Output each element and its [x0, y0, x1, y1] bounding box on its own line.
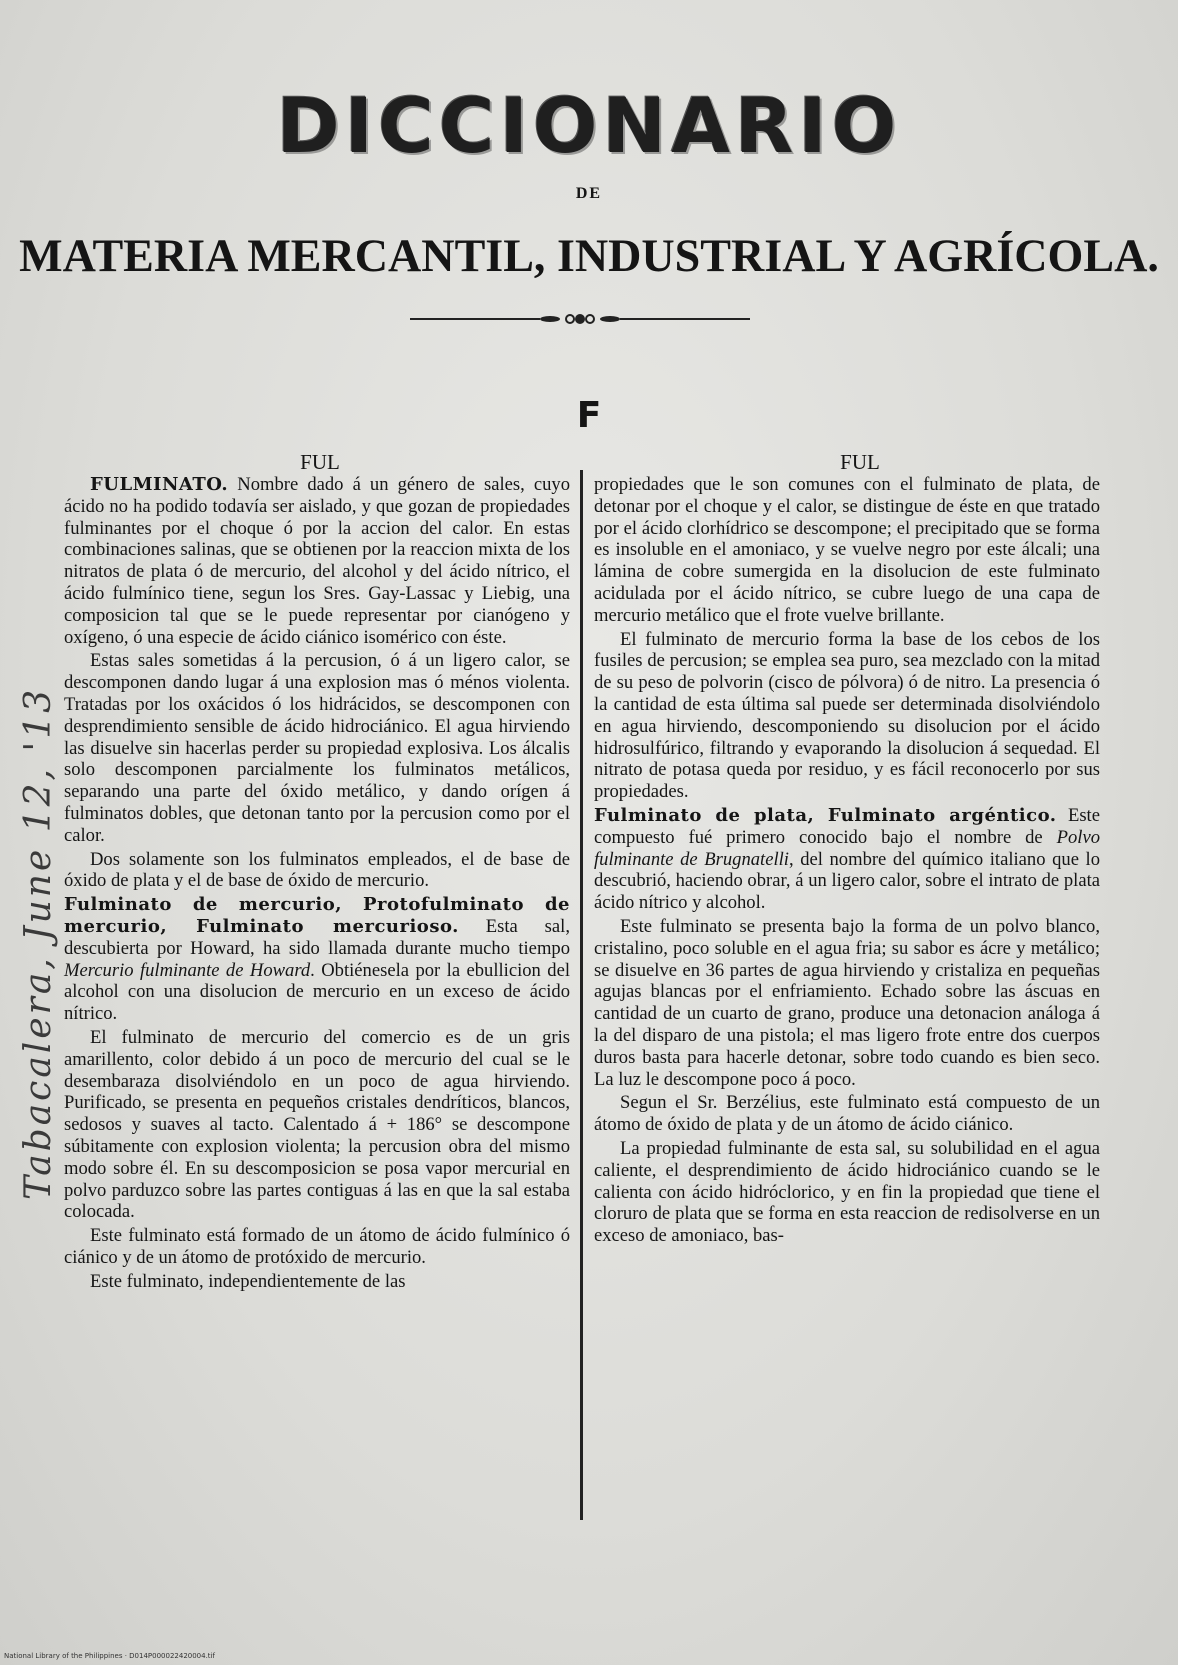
- paragraph: El fulminato de mercurio forma la base de los cebos de los fusiles de percusion; se emplea sea puro, sea mezclado con la mitad de su peso de polvorin (cisco de pólvora) ó de nitro. La presencia ó la cantidad de esta última sal puede ser determinada disolviéndolo en agua hirviendo, descomponiendo su disolucion por el ácido hidrosulfúrico, filtrando y evaporando la disolucion á sequedad. El nitrato de potasa queda por residuo, y es fácil reconocerlo por sus propiedades.: [594, 628, 1100, 803]
- italic-term: Mercurio fulminante de Howard: [64, 959, 311, 981]
- paragraph: Este fulminato, independientemente de las: [90, 1270, 406, 1292]
- entry-text: Este compuesto fué primero conocido bajo el nombre de: [594, 804, 1100, 848]
- left-column: [64, 474, 570, 1292]
- paragraph: La propiedad fulminante de esta sal, su solubilidad en el agua caliente, el desprendimiento de ácido hidrociánico cuando se le calienta con ácido hidróclorico, y en fin la propiedad que tiene el cloruro de plata que se forma en esta reaccion de redisolverse en un exceso de amoniaco, bas-: [594, 1137, 1100, 1247]
- paragraph: Estas sales sometidas á la percusion, ó á un ligero calor, se descomponen dando lugar á una explosion mas ó ménos violenta. Tratadas por los oxácidos ó los hidrácidos, se descomponen con desprendimiento sensible de ácido hidrociánico. El agua hirviendo las disuelve sin hacerlas perder su propiedad explosiva. Los álcalis solo descomponen parcialmente los fulminatos metálicos, separando una parte del óxido metálico, y dando orígen á fulminatos dobles, que detonan tanto por la percusion como por el calor.: [64, 650, 570, 846]
- entry-headword: Fulminato de mercurio, Protofulminato de mercurio, Fulminato mercurioso.: [64, 894, 570, 937]
- right-column: [594, 474, 1100, 1247]
- italic-term: Polvo fulminante de Brugnatelli: [594, 826, 1100, 870]
- dictionary-title: DICCIONARIO: [276, 81, 902, 170]
- running-head-right: FUL: [840, 450, 880, 474]
- dictionary-subtitle: MATERIA MERCANTIL, INDUSTRIAL Y AGRÍCOLA.: [19, 230, 1159, 282]
- paragraph: Dos solamente son los fulminatos empleados, el de base de óxido de plata y el de base de óxido de mercurio.: [64, 848, 570, 892]
- paragraph: Este fulminato está formado de un átomo de ácido fulmínico ó ciánico y de un átomo de protóxido de mercurio.: [64, 1225, 570, 1268]
- scan-credit: National Library of the Philippines · D014P000022420004.tif: [4, 1652, 215, 1660]
- ornament-divider-icon: [410, 312, 750, 326]
- title-connector: DE: [575, 185, 603, 202]
- section-letter: F: [576, 395, 602, 436]
- entry-text: , del nombre del químico italiano que lo descubrió, haciendo obrar, á un ligero calor, sobre el intrato de plata ácido nítrico y alcohol.: [594, 848, 1100, 914]
- paragraph: Este fulminato se presenta bajo la forma de un polvo blanco, cristalino, poco soluble en el agua fria; su sabor es ácre y metálico; se disuelve en 36 partes de agua hirviendo y cristaliza en pequeñas agujas blancas por el enfriamiento. Echado sobre las áscuas en cantidad de un cuarto de grano, produce una detonacion análoga á la del disparo de una pistola; el mas ligero frote entre dos cuerpos duros basta para hacerle detonar, sobre todo cuando es bien seco. La luz le descompone poco á poco.: [594, 915, 1100, 1090]
- column-divider: [580, 470, 583, 1520]
- entry-text: Nombre dado á un género de sales, cuyo ácido no ha podido todavía ser aislado, y que gozan de propiedades fulminantes por el choque ó por la accion del calor. En estas combinaciones salinas, que se obtienen por la reaccion mixta de los nitratos de plata ó de mercurio, del alcohol y del ácido nítrico, el ácido fulmínico tiene, segun los Sres. Gay-Lassac y Liebig, una composicion tal que se le puede representar por cianógeno y oxígeno, ó una especie de ácido ciánico isomérico con éste.: [64, 474, 570, 648]
- paragraph: propiedades que le son comunes con el fulminato de plata, de detonar por el choque y el calor, se distingue de éste en que tratado por el ácido clorhídrico se descompone; el precipitado que se forma es insoluble en el amoniaco, y se vuelve negro por este álcali; una lámina de cobre sumergida en la disolucion de este fulminato acidulada por el ácido nítrico, se cubre luego de una capa de mercurio metálico que el frote vuelve brillante.: [594, 474, 1100, 626]
- entry-headword: Fulminato de plata, Fulminato argéntico.: [594, 804, 1057, 826]
- running-head-left: FUL: [300, 450, 340, 474]
- paragraph: Segun el Sr. Berzélius, este fulminato está compuesto de un átomo de óxido de plata y de un átomo de ácido ciánico.: [594, 1092, 1100, 1136]
- entry-headword: FULMINATO.: [90, 474, 229, 495]
- handwritten-annotation: Tabacalera, June 12, '13: [18, 686, 59, 1200]
- paragraph: El fulminato de mercurio del comercio es de un gris amarillento, color debido á un poco de mercurio del cual se le desembaraza disolviéndolo en un poco de agua hirviendo. Purificado, se presenta en pequeños cristales dendríticos, blancos, sedosos y suaves al tacto. Calentado á + 186° se descompone súbitamente con explosion violenta; la percusion obra del mismo modo sobre él. En su descomposicion se posa vapor mercurial en polvo parduzco sobre las partes contiguas á las en que la sal estaba colocada.: [64, 1026, 570, 1223]
- entry-text: Esta sal, descubierta por Howard, ha sido llamada durante mucho tiempo: [64, 915, 570, 959]
- entry-text: . Obtiénesela por la ebullicion del alcohol con una disolucion de mercurio en un exceso de ácido nítrico.: [64, 959, 570, 1025]
